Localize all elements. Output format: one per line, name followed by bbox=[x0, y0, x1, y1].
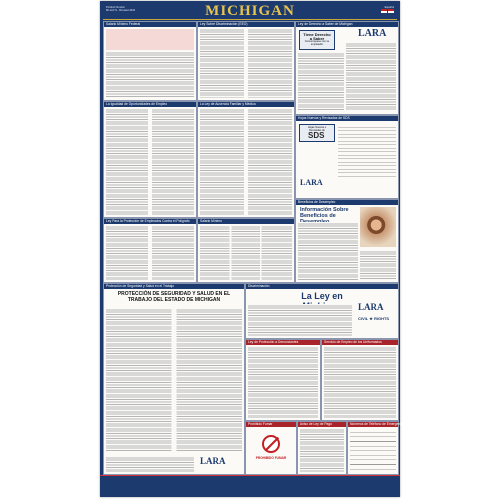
panel-polygraph bbox=[103, 218, 197, 283]
panel-text bbox=[200, 108, 292, 215]
panel-eeo bbox=[197, 21, 295, 101]
panel-heading: Discriminación bbox=[246, 284, 398, 289]
panel-heading: Ley Para la Protección de Empleados Contra el Polígrafo bbox=[104, 219, 196, 224]
miosha-title: PROTECCIÓN DE SEGURIDAD Y SALUD EN EL TRABAJO DEL ESTADO DE MICHIGAN bbox=[117, 291, 231, 303]
panel-heading: La Igualdad de Oportunidades de Empleo bbox=[104, 102, 196, 107]
emergency-form-lines bbox=[350, 428, 396, 472]
lara-logo: LARA bbox=[358, 302, 384, 312]
rtk-title-box bbox=[299, 30, 335, 50]
panel-text bbox=[324, 346, 396, 418]
panel-unemployment bbox=[295, 199, 399, 283]
lara-logo: LARA bbox=[200, 456, 226, 466]
panel-highlight-box bbox=[106, 29, 194, 50]
panel-heading: Ley de Protección a Denunciantes bbox=[246, 340, 320, 345]
panel-pay-law bbox=[297, 421, 347, 475]
sds-form-lines bbox=[338, 124, 396, 178]
panel-heading: Prohibido Fumar bbox=[246, 422, 296, 427]
worker-photo bbox=[360, 207, 396, 247]
panel-heading: Salario Mínimo bbox=[198, 219, 294, 224]
panel-heading: Protección de Seguridad y Salud en el Trabajo bbox=[104, 284, 244, 289]
panel-heading: Salario Mínimo Federal bbox=[104, 22, 196, 27]
panel-text-left bbox=[298, 52, 344, 110]
poster-footer bbox=[103, 477, 397, 494]
sds-box bbox=[299, 124, 335, 142]
poster-header bbox=[103, 3, 397, 20]
panel-text bbox=[200, 28, 292, 98]
rtk-title: Tiene Derecho a Saber bbox=[303, 32, 331, 42]
flag-icon bbox=[388, 9, 394, 13]
product-revision: MI-LLP-S · Revised 2024 bbox=[106, 9, 136, 13]
panel-text bbox=[346, 42, 396, 110]
panel-heading: Beneficios de Desempleo bbox=[296, 200, 398, 205]
panel-emergency-numbers bbox=[347, 421, 405, 475]
header-flags bbox=[354, 9, 394, 14]
panel-heading: Números de Teléfono de Emergencia bbox=[350, 422, 405, 426]
rtk-subtitle: Comuníquese con su empleador bbox=[304, 40, 330, 46]
panel-heading: Ley Sobre Discriminación (EEO) bbox=[198, 22, 294, 27]
lara-logo: LARA bbox=[300, 178, 323, 187]
panel-miosha bbox=[103, 283, 245, 475]
panel-whistleblower bbox=[245, 339, 321, 421]
panel-sds bbox=[295, 115, 399, 199]
unemployment-title: Información Sobre Beneficios de bbox=[300, 207, 349, 220]
poster-title: MICHIGAN bbox=[205, 3, 295, 19]
panel-heading: Aviso de Ley de Pago bbox=[298, 422, 346, 427]
bottom-divider bbox=[100, 475, 400, 476]
panel-fmla bbox=[197, 101, 295, 218]
product-number: Product Number bbox=[106, 6, 125, 9]
panel-text-right bbox=[360, 250, 396, 280]
panel-federal-minimum-wage bbox=[103, 21, 197, 101]
flag-icon bbox=[381, 9, 387, 13]
panel-text bbox=[300, 428, 344, 472]
sds-title: SDS bbox=[308, 131, 325, 140]
panel-text bbox=[106, 225, 194, 280]
no-smoking-icon bbox=[262, 435, 280, 453]
panel-right-to-know bbox=[295, 21, 399, 115]
panel-text bbox=[106, 308, 242, 452]
panel-text bbox=[298, 222, 358, 280]
panel-no-smoking bbox=[245, 421, 297, 475]
panel-uniformed-services bbox=[321, 339, 399, 421]
panel-heading: Ley de Derecho a Saber de Michigan bbox=[296, 22, 398, 27]
language-label: Español bbox=[384, 6, 394, 9]
ley-title: La Ley en bbox=[301, 291, 343, 301]
panel-text bbox=[248, 346, 318, 418]
panel-equal-opportunity bbox=[103, 101, 197, 218]
panel-text bbox=[106, 51, 194, 98]
lara-logo: LARA bbox=[358, 28, 387, 39]
no-smoking-label: PROHIBIDO FUMAR bbox=[255, 456, 287, 460]
header-language-info bbox=[354, 6, 394, 14]
panel-discrimination bbox=[245, 283, 399, 339]
panel-state-minimum-wage bbox=[197, 218, 295, 283]
labor-law-poster bbox=[100, 1, 405, 497]
panel-text bbox=[200, 225, 292, 280]
panel-text bbox=[248, 304, 352, 336]
panel-footer-text bbox=[106, 456, 194, 472]
panel-heading: Servicio de Empleo de los Uniformados bbox=[322, 340, 398, 345]
panel-heading: Hojas Nuevas y Revisadas de SDS bbox=[296, 116, 398, 121]
sds-subtitle: Hojas Nuevas o Revisadas de bbox=[307, 126, 327, 132]
civil-rights-logo: CIVIL ★ RIGHTS bbox=[358, 316, 390, 321]
panel-heading: La Ley de Ausencia Familiar y Médica bbox=[198, 102, 294, 107]
panel-text bbox=[106, 108, 194, 215]
